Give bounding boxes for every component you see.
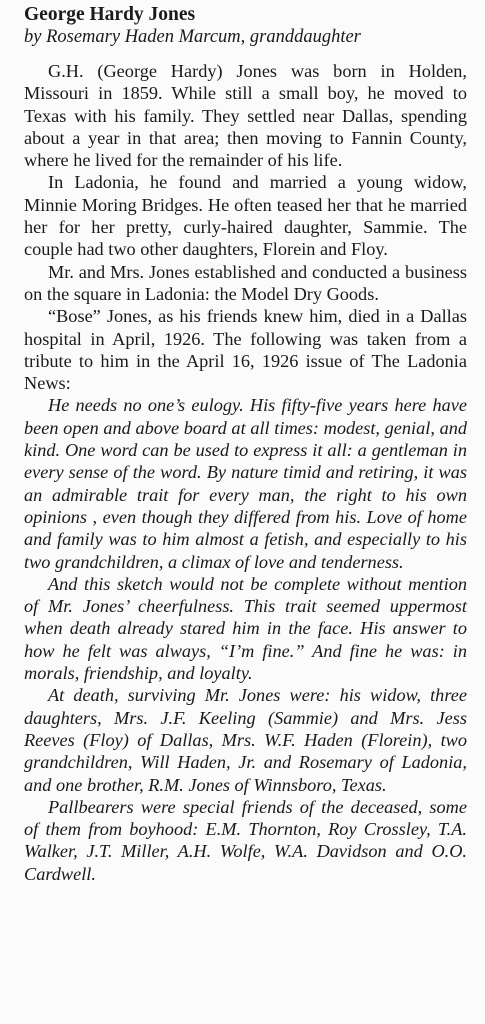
paragraph-tribute-eulogy: He needs no one’s eulogy. His fifty-five years here have been open and above board at all times: modest, genial, and kind. One word can be used to express it all: a gentleman in every sense of the word. By nature timid and retiring, it was an admirable trait for every man, the right to his own opinions , even though they differed from his. Love of home and family was to him almost a fetish, and especially to his two grandchildren, a climax of love and tenderness. (24, 395, 467, 572)
article-title: George Hardy Jones (24, 4, 196, 25)
paragraph-pallbearers: Pallbearers were special friends of the deceased, some of them from boyhood: E.M. Thornton, Roy Crossley, T.A. Walker, J.T. Miller, A.H. Wolfe, W.A. Davidson and O.O. Cardwell. (24, 796, 467, 884)
paragraph-marriage: In Ladonia, he found and married a young widow, Minnie Moring Bridges. He often teased her that he married her for her pretty, curly-haired daughter, Sammie. The couple had two other daughters, Florein and Floy. (24, 172, 467, 260)
paragraph-tribute-cheerfulness: And this sketch would not be complete without mention of Mr. Jones’ cheerfulness. This trait seemed uppermost when death already stared him in the face. His answer to how he felt was always, “I’m fine.” And fine he was: in morals, friendship, and loyalty. (24, 573, 467, 684)
paragraph-business: Mr. and Mrs. Jones established and conducted a business on the square in Ladonia: the Model Dry Goods. (24, 261, 467, 304)
paragraph-birth: G.H. (George Hardy) Jones was born in Holden, Missouri in 1859. While still a small boy, he moved to Texas with his family. They settled near Dallas, spending about a year in that area; then moving to Fannin County, where he lived for the remainder of his life. (24, 61, 467, 171)
paragraph-death: “Bose” Jones, as his friends knew him, died in a Dallas hospital in April, 1926. The following was taken from a tribute to him in the April 16, 1926 issue of The Ladonia News: (24, 306, 467, 394)
article-byline: by Rosemary Haden Marcum, granddaughter (24, 27, 361, 47)
article (24, 4, 467, 885)
paragraph-survivors: At death, surviving Mr. Jones were: his widow, three daughters, Mrs. J.F. Keeling (Sammie) and Mrs. Jess Reeves (Floy) of Dallas, Mrs. W.F. Haden (Florein), two grandchildren, Will Haden, Jr. and Rosemary of Ladonia, and one brother, R.M. Jones of Winnsboro, Texas. (24, 685, 467, 795)
